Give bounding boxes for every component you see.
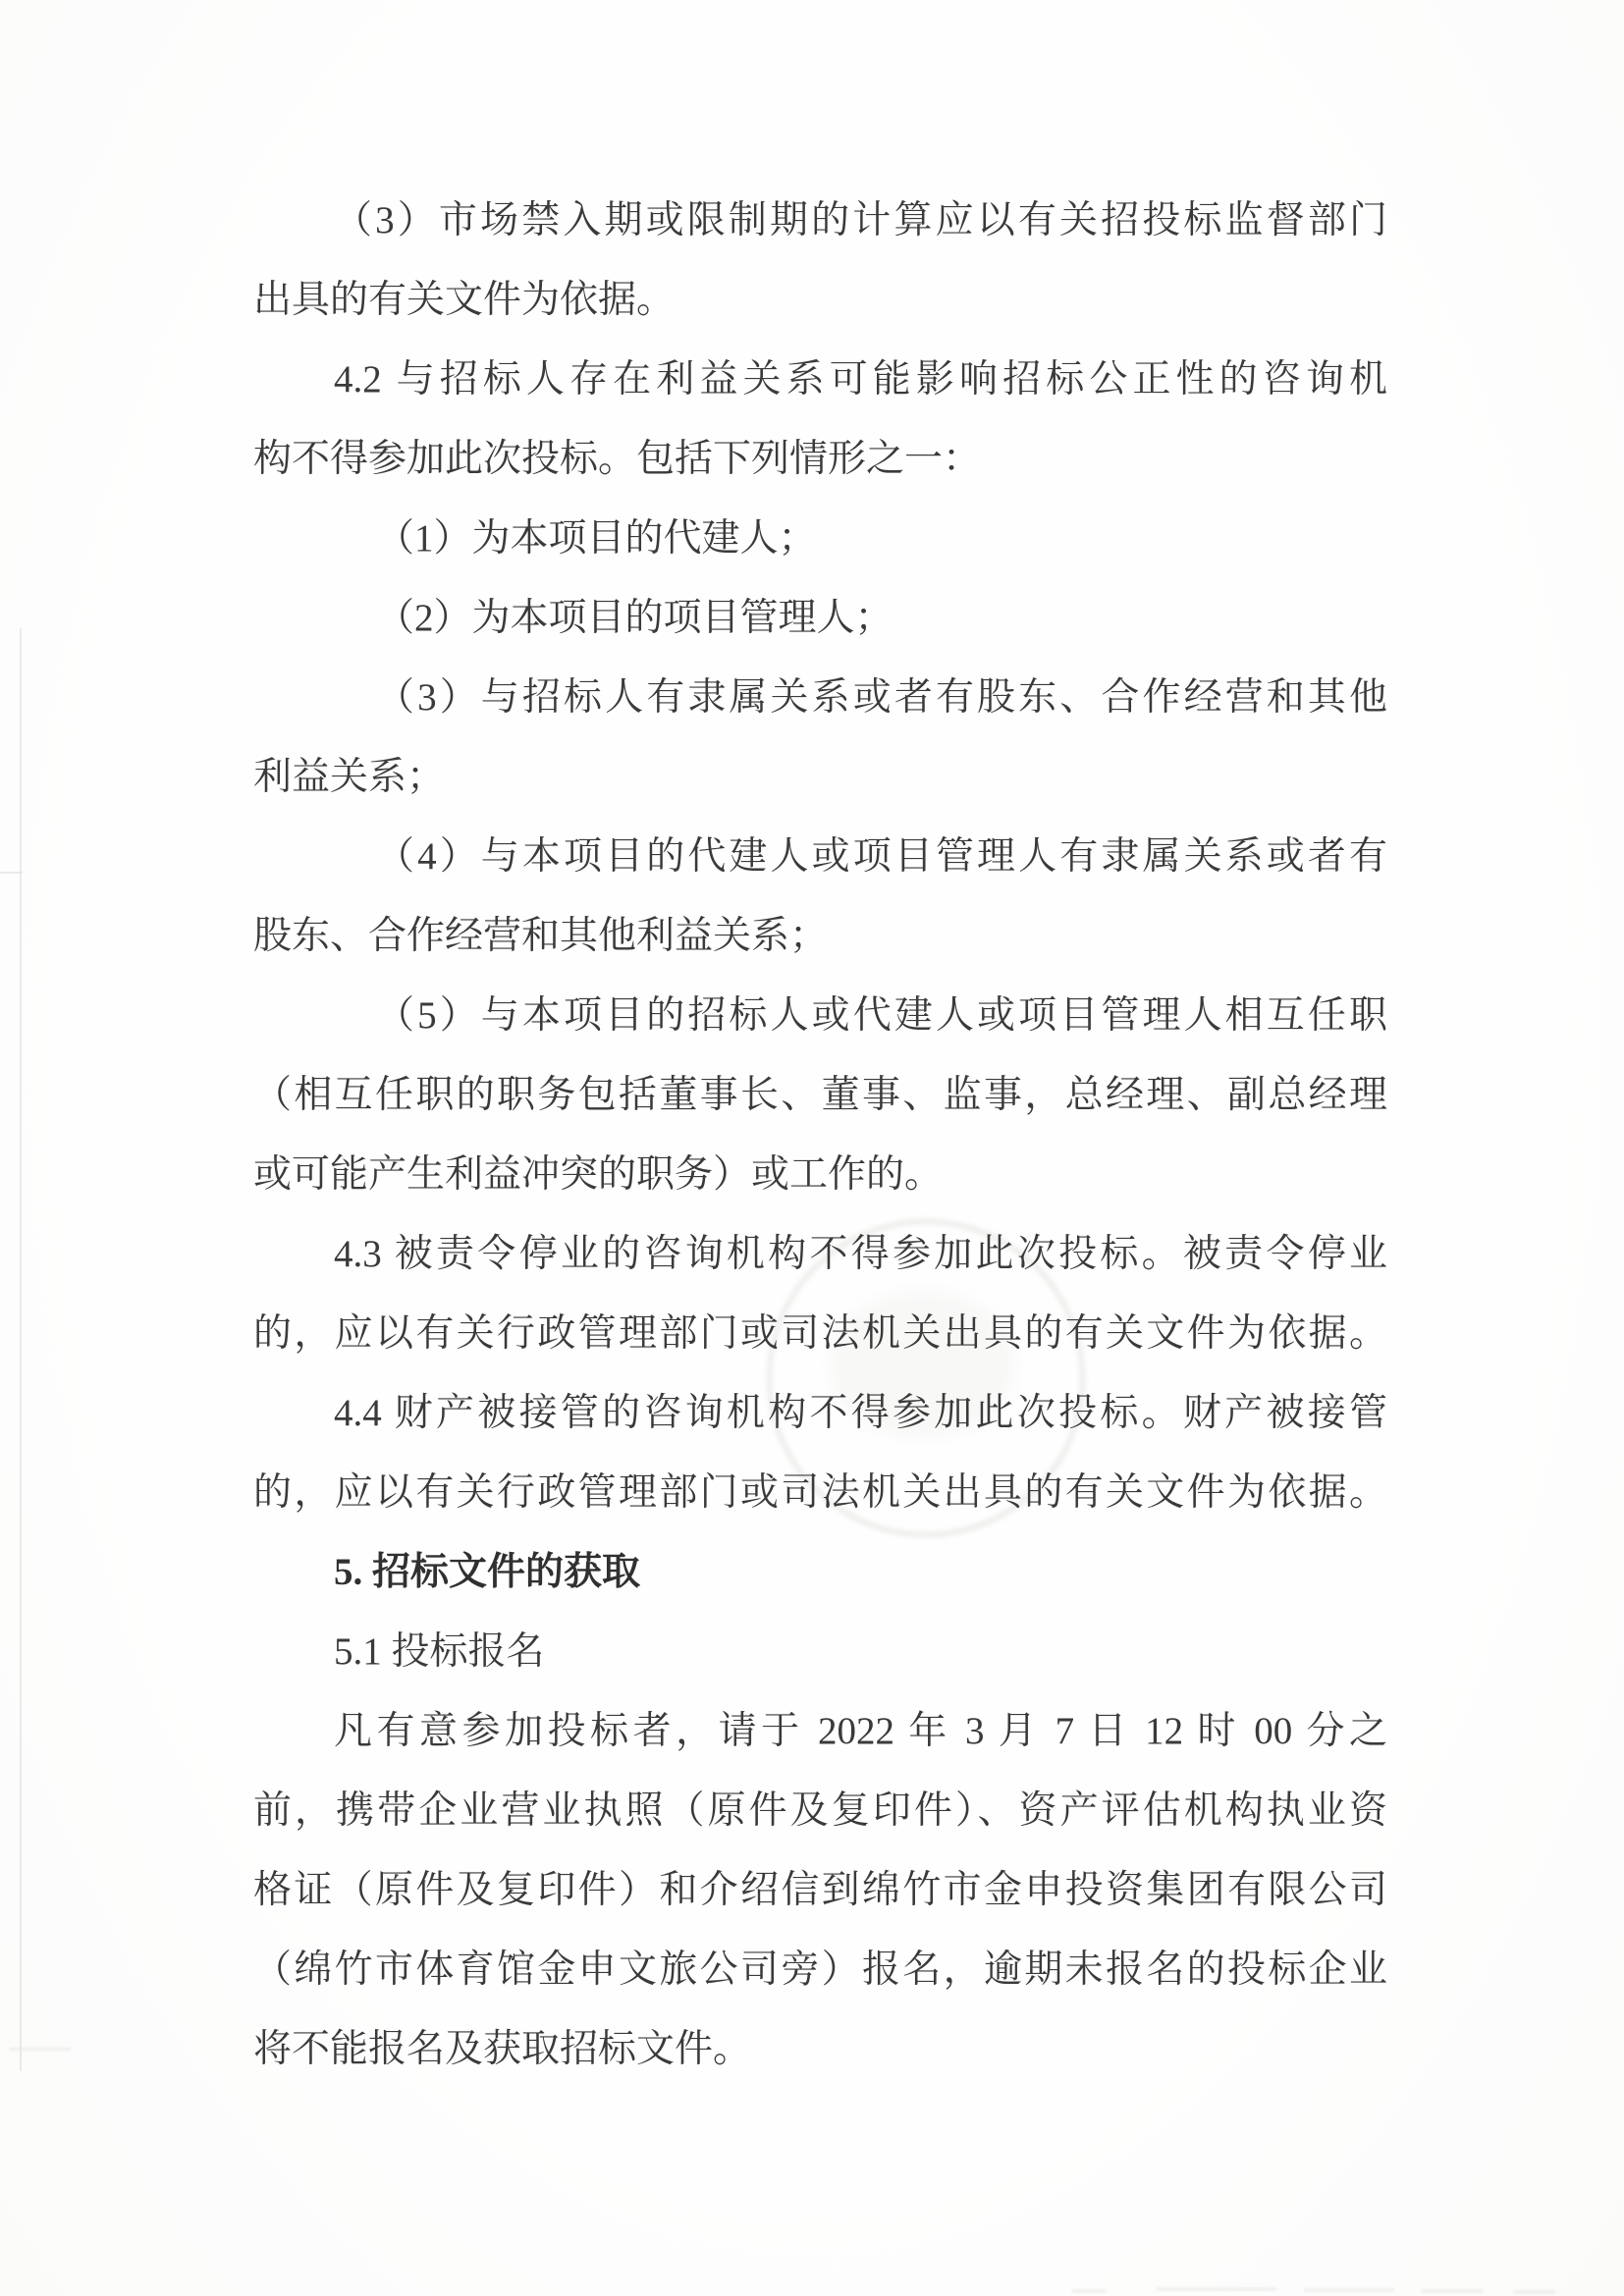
text-block xyxy=(253,181,1387,2089)
text-line-15: 的，应以有关行政管理部门或司法机关出具的有关文件为依据。 xyxy=(253,1312,1387,1355)
text-line-5: （1）为本项目的代建人； xyxy=(376,517,817,560)
text-line-2: 出具的有关文件为依据。 xyxy=(253,279,676,321)
text-line-7: （3）与招标人有隶属关系或者有股东、合作经营和其他 xyxy=(376,676,1387,719)
text-line-24: 将不能报名及获取招标文件。 xyxy=(253,2028,752,2070)
text-line-19: 5.1 投标报名 xyxy=(334,1630,545,1673)
text-line-22: 格证（原件及复印件）和介绍信到绵竹市金申投资集团有限公司 xyxy=(253,1869,1387,1911)
text-line-21: 前，携带企业营业执照（原件及复印件）、资产评估机构执业资 xyxy=(253,1789,1387,1832)
text-line-20: 凡有意参加投标者，请于 2022 年 3 月 7 日 12 时 00 分之 xyxy=(334,1710,1387,1752)
text-line-3: 4.2 与招标人存在利益关系可能影响招标公正性的咨询机 xyxy=(334,358,1387,400)
scan-artifact-bottom-edge-noise xyxy=(1072,2289,1106,2293)
text-line-17: 的，应以有关行政管理部门或司法机关出具的有关文件为依据。 xyxy=(253,1471,1387,1514)
text-line-16: 4.4 财产被接管的咨询机构不得参加此次投标。财产被接管 xyxy=(334,1392,1387,1434)
text-line-8: 利益关系； xyxy=(253,756,446,798)
scan-artifact-bottom-left-smudge xyxy=(10,2048,71,2051)
text-line-6: （2）为本项目的项目管理人； xyxy=(376,597,893,639)
text-line-23: （绵竹市体育馆金申文旅公司旁）报名，逾期未报名的投标企业 xyxy=(253,1949,1387,1991)
scan-artifact-left-tick xyxy=(0,872,23,874)
scan-artifact-bottom-edge-noise xyxy=(1304,2288,1394,2292)
text-line-18: 5. 招标文件的获取 xyxy=(334,1551,641,1593)
scan-artifact-vertical-line xyxy=(20,628,22,2071)
text-line-14: 4.3 被责令停业的咨询机构不得参加此次投标。被责令停业 xyxy=(334,1233,1387,1275)
scan-artifact-bottom-edge-noise xyxy=(1514,2290,1555,2294)
text-line-1: （3）市场禁入期或限制期的计算应以有关招投标监督部门 xyxy=(334,199,1387,241)
text-line-12: （相互任职的职务包括董事长、董事、监事，总经理、副总经理 xyxy=(253,1074,1387,1116)
scan-artifact-bottom-edge-noise xyxy=(1157,2287,1276,2291)
text-line-9: （4）与本项目的代建人或项目管理人有隶属关系或者有 xyxy=(376,835,1387,878)
text-line-11: （5）与本项目的招标人或代建人或项目管理人相互任职 xyxy=(376,994,1387,1037)
text-line-13: 或可能产生利益冲突的职务）或工作的。 xyxy=(253,1153,944,1196)
text-line-4: 构不得参加此次投标。包括下列情形之一： xyxy=(253,438,982,480)
text-line-10: 股东、合作经营和其他利益关系； xyxy=(253,915,829,957)
scan-artifact-bottom-edge-noise xyxy=(1422,2289,1483,2293)
